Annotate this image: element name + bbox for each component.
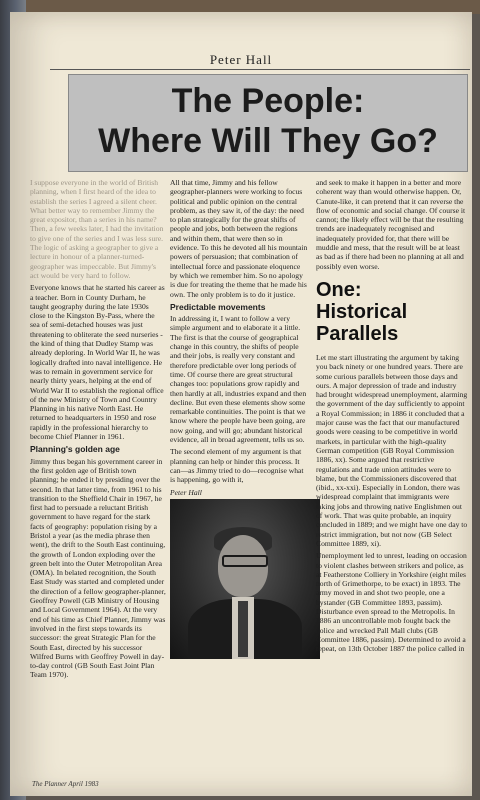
photo-caption: Peter Hall xyxy=(170,487,202,497)
intro-paragraph: I suppose everyone in the world of British planning, when I first heard of the idea to establish the series I agreed a silent cheer. What better way to remember Jimmy the great expositor, than a series in his name? Then, a few weeks later, I had the invitation to give one of the series and I was less sure. The logic of asking a geographer to give a lecture in honour of a planner-turned-geographer was impeccable. But Jimmy's act would be very hard to follow. xyxy=(30,178,164,280)
author-photo xyxy=(170,499,320,659)
section-heading xyxy=(316,279,468,345)
section-heading-line-1: One: xyxy=(316,278,362,301)
paragraph: The second element of my argument is that planning can help or hinder this process. It can—as Jimmy tried to do—recognise what is happening, go with it, xyxy=(170,447,304,485)
article-title xyxy=(69,81,467,161)
title-banner xyxy=(68,74,468,172)
section-heading-line-2: Historical xyxy=(316,300,408,323)
text-column-3 xyxy=(316,178,468,656)
photo-tie xyxy=(238,601,248,657)
text-column-1 xyxy=(30,178,166,683)
paragraph: In addressing it, I want to follow a very simple argument and to elaborate it a little. The first is that the course of geographical change in this country, the shifts of people and their jobs, is really very constant and therefore predictable over long periods of time. Of course there are great structural changes too: populations grow rapidly and then hardly at all, industries expand and then decline. But even these elements show some remarkable continuities. The point is that we know where the people have been going, are now going, and will go; abundant historical evidence, all in broad agreement, tells us so. xyxy=(170,314,307,445)
paragraph: Everyone knows that he started his career as a teacher. Born in County Durham, he taught geography during the late 1930s close to the Kingston By-Pass, where the sea of semi-detached houses was just threatening to obliterate the seed nurseries - the kind of thing that Dudley Stamp was already deploring. In World War II, he was logically drafted into naval intelligence. He was to remain in government service for nearly thirty years, helping at the end of World War II to establish the regional office of the new Ministry of Town and Country Planning in his native North East. He returned to headquarters in 1950 and rose rapidly in the professional hierarchy to become Chief Planner in 1961. xyxy=(30,283,165,442)
page-footer: The Planner April 1983 xyxy=(32,780,99,788)
paragraph: and seek to make it happen in a better and more coherent way than would otherwise happen. Or, Canute-like, it can pretend that it can reverse the flow of economic and social change. Of course it cannot; the likely effect will be that the resulting trends are inadequately recognised and inadequately provided for, that there will be muddle and mess, that the result will be at least as bad as if there had been no planning at all and possibly even worse. xyxy=(316,178,466,271)
paragraph: All that time, Jimmy and his fellow geographer-planners were working to focus political and public opinion on the central problem, as they saw it, of the day: the need to plan strategically for the great shifts of people and jobs, both between the regions and within them, that were then so in evidence. To this he devoted all his mountain powers of persuasion; that combination of intellectual force and passionate eloquence by which we remember him. So no apology is due for treating the theme that he made his own. The only problem is to do it justice. xyxy=(170,178,308,299)
byline-divider xyxy=(50,69,470,70)
subheading-predictable-movements: Predictable movements xyxy=(170,301,266,312)
paragraph: Unemployment led to unrest, leading on occasion to violent clashes between strikers and police, as at Featherstone Colliery in Yorkshire (eight miles north of Grimethorpe, to be exact) in 1893. The army moved in and shot two people, one a bystander (GB Committee 1893, passim). Disturbance even spread to the Metropolis. In 1886 an uncontrollable mob fought back the police and wrecked Pall Mall clubs (GB Committee 1886, passim). Determined to avoid a repeat, on 13th October 1887 the police called in xyxy=(316,551,467,654)
article-title-line-1: The People: xyxy=(171,82,365,120)
author-byline: Peter Hall xyxy=(209,52,273,67)
magazine-page xyxy=(10,12,472,796)
article-title-line-2: Where Will They Go? xyxy=(98,122,438,160)
paragraph: Let me start illustrating the argument by taking you back ninety or one hundred years. There are some curious parallels between those days and ours. A major depression of trade and industry had brought widespread unemployment, alarming the government of the day sufficiently to appoint a Royal Commission; in 1886 it concluded that a major cause was the fact that our manufactured goods were ceasing to be competitive in world markets, in particular with the high-quality German competition (GB Royal Commission 1886, xx). Some argued that restrictive regulations and trade union attitudes were to blame, but the Commissioners discovered that (ibid., xx-xxi). Especially in London, there was widespread complaint that immigrants were taking jobs and throwing native Englishmen out of work. That was quite probable, an inquiry concluded in 1889; and we might have one day to restrict immigration, but not now (GB Select Committee 1889, xi). xyxy=(316,352,468,548)
text-column-2 xyxy=(170,178,308,659)
section-heading-line-3: Parallels xyxy=(316,322,399,345)
paragraph: Jimmy thus began his government career in the first golden age of British town planning; he ended it by presiding over the second. In that latter time, from 1961 to his transition to the Sheffield Chair in 1967, he first had to persuade a reluctant British government to have regard for the stark facts of geography: population rising by a Bristol a year (as the media phrase then went), the drift to the South East continuing, the growth of London exploding over the green belt into the Outer Metropolitan Area (OMA). In belated recognition, the South East Study was started and completed under the direction of a fellow geographer-planner, Geoffrey Powell (GB Ministry of Housing and Local Government 1964). At the very end of his time as Chief Planner, Jimmy was involved in the first steps towards its successor: the great Strategic Plan for the South East, directed by his successor Wilfred Burns with Geoffrey Powell in day-to-day control (GB South East Joint Plan Team 1970). xyxy=(30,456,166,680)
subheading-golden-age: Planning's golden age xyxy=(30,444,120,455)
photo-glasses xyxy=(222,555,268,567)
